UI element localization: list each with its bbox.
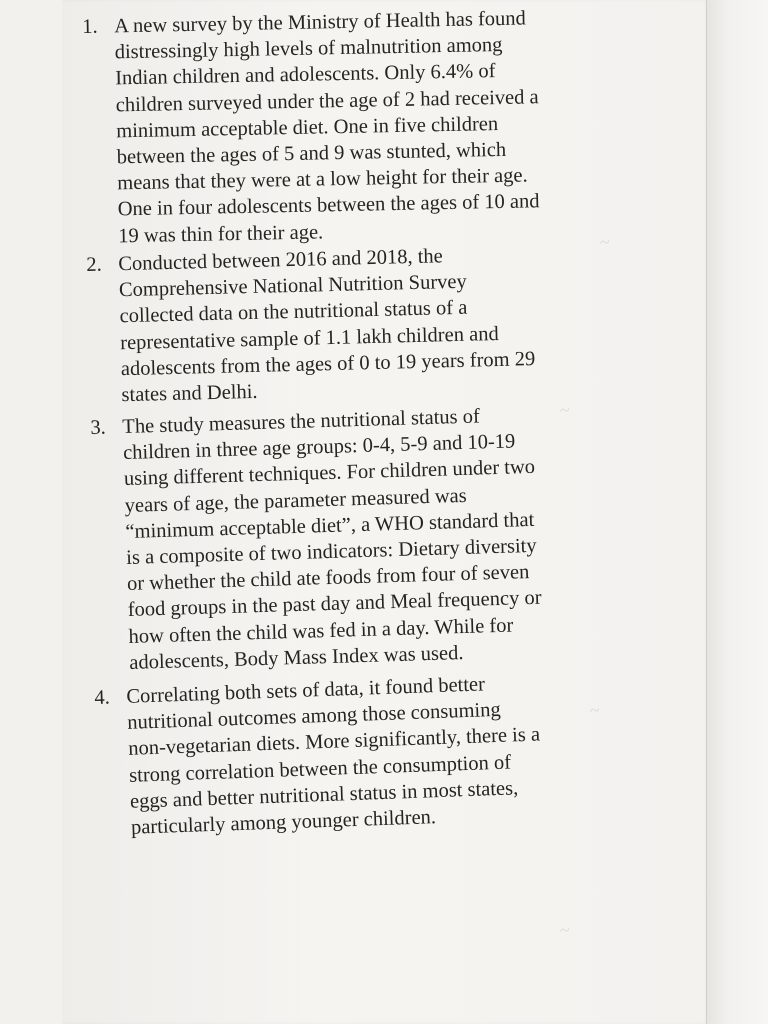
item-text [118, 237, 686, 408]
item-number: 4. [94, 686, 111, 710]
text-line: Comprehensive National Nutrition Survey [118, 270, 467, 302]
numbered-list [82, 7, 682, 842]
show-through-mark: ~ [559, 919, 571, 941]
text-line: between the ages of 5 and 9 was stunted, which [116, 138, 507, 169]
text-line: strong correlation between the consumption of [128, 751, 512, 787]
item-text [114, 2, 686, 249]
text-line: using different techniques. For children under two [123, 456, 536, 491]
text-line: children in three age groups: 0-4, 5-9 and 10-19 [122, 430, 516, 465]
item-text [122, 397, 690, 676]
text-line: children surveyed under the age of 2 had received a [115, 85, 539, 116]
text-line: means that they were at a low height for their age. [117, 164, 528, 195]
text-line: 19 was thin for their age. [118, 221, 324, 247]
show-through-mark: ~ [559, 399, 571, 421]
item-number: 3. [90, 416, 107, 440]
text-line: collected data on the nutritional status of a [119, 296, 468, 328]
item-number: 1. [82, 15, 98, 38]
text-line: adolescents, Body Mass Index was used. [129, 641, 464, 674]
list-item [86, 237, 686, 409]
text-line: Correlating both sets of data, it found better [126, 673, 486, 708]
text-line: A new survey by the Ministry of Health has found [114, 7, 527, 38]
text-line: distressingly high levels of malnutrition among [114, 34, 503, 64]
text-line: food groups in the past day and Meal frequency or [127, 587, 542, 622]
text-line: is a composite of two indicators: Dietary diversity [125, 534, 537, 570]
text-line: states and Delhi. [121, 380, 258, 407]
page-edge [706, 0, 768, 1024]
text-line: minimum acceptable diet. One in five children [116, 112, 499, 143]
text-line: years of age, the parameter measured was [124, 484, 467, 517]
list-item [82, 2, 686, 249]
text-line: particularly among younger children. [130, 806, 437, 839]
text-line: nutritional outcomes among those consuming [126, 699, 502, 735]
item-text [126, 665, 687, 842]
text-line: how often the child was fed in a day. While for [128, 614, 514, 648]
list-item [90, 397, 690, 676]
text-line: “minimum acceptable diet”, a WHO standard that [125, 508, 535, 543]
show-through-mark: ~ [589, 699, 601, 721]
text-line: Indian children and adolescents. Only 6.4% of [115, 60, 496, 90]
text-line: representative sample of 1.1 lakh children and [119, 322, 499, 354]
text-line: non-vegetarian diets. More significantly, there is a [127, 723, 541, 761]
text-line: eggs and better nutritional status in most states, [129, 777, 519, 813]
text-line: The study measures the nutritional status of [122, 405, 481, 439]
list-item [94, 665, 687, 843]
show-through-mark: ~ [599, 231, 611, 253]
text-line: adolescents from the ages of 0 to 19 years from 29 [120, 347, 536, 380]
text-line: One in four adolescents between the ages of 10 and [117, 190, 540, 221]
text-line: or whether the child ate foods from four of seven [126, 561, 530, 596]
item-number: 2. [86, 253, 102, 276]
text-line: Conducted between 2016 and 2018, the [118, 245, 443, 276]
